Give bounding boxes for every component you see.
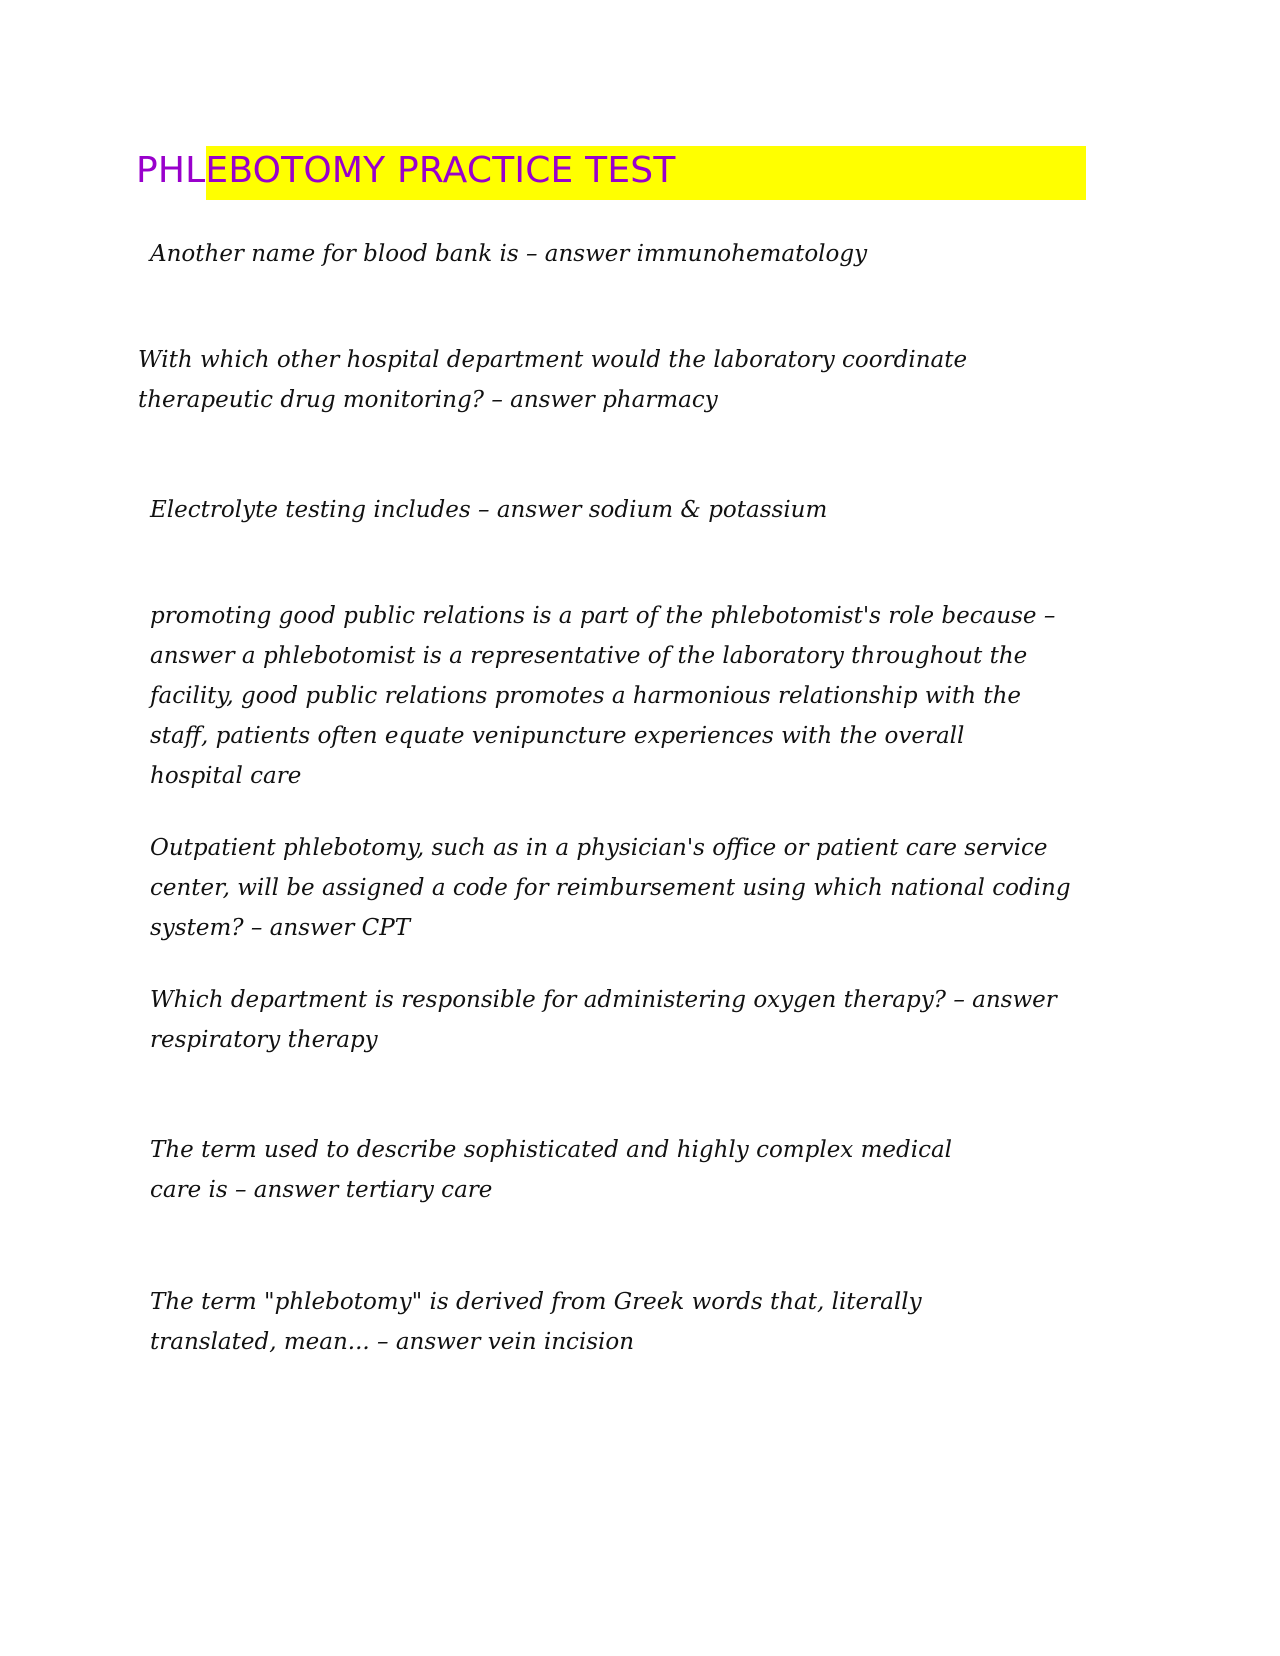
title-block <box>136 146 1086 200</box>
qa-item-7: The term used to describe sophisticated and highly complex medical care is – answer tertiary care <box>150 1137 953 1203</box>
qa-item-5: Outpatient phlebotomy, such as in a physician's office or patient care service center, will be assigned a code for reimbursement using which national coding system? – answer CPT <box>150 835 1071 941</box>
qa-item-1: Another name for blood bank is – answer immunohematology <box>150 241 868 267</box>
qa-item-8: The term "phlebotomy" is derived from Greek words that, literally translated, mean... – answer vein incision <box>150 1289 922 1355</box>
page-title: PHLEBOTOMY PRACTICE TEST <box>136 150 676 191</box>
qa-item-3: Electrolyte testing includes – answer sodium & potassium <box>150 497 828 523</box>
qa-item-6: Which department is responsible for administering oxygen therapy? – answer respiratory therapy <box>150 987 1057 1053</box>
qa-item-4: promoting good public relations is a part of the phlebotomist's role because – answer a phlebotomist is a representative of the laboratory throughout the facility, good public relations promotes a harmonious relationship with the staff, patients often equate venipuncture experiences with the overall hospital care <box>150 603 1056 789</box>
qa-item-2: With which other hospital department would the laboratory coordinate therapeutic drug monitoring? – answer pharmacy <box>138 347 968 413</box>
